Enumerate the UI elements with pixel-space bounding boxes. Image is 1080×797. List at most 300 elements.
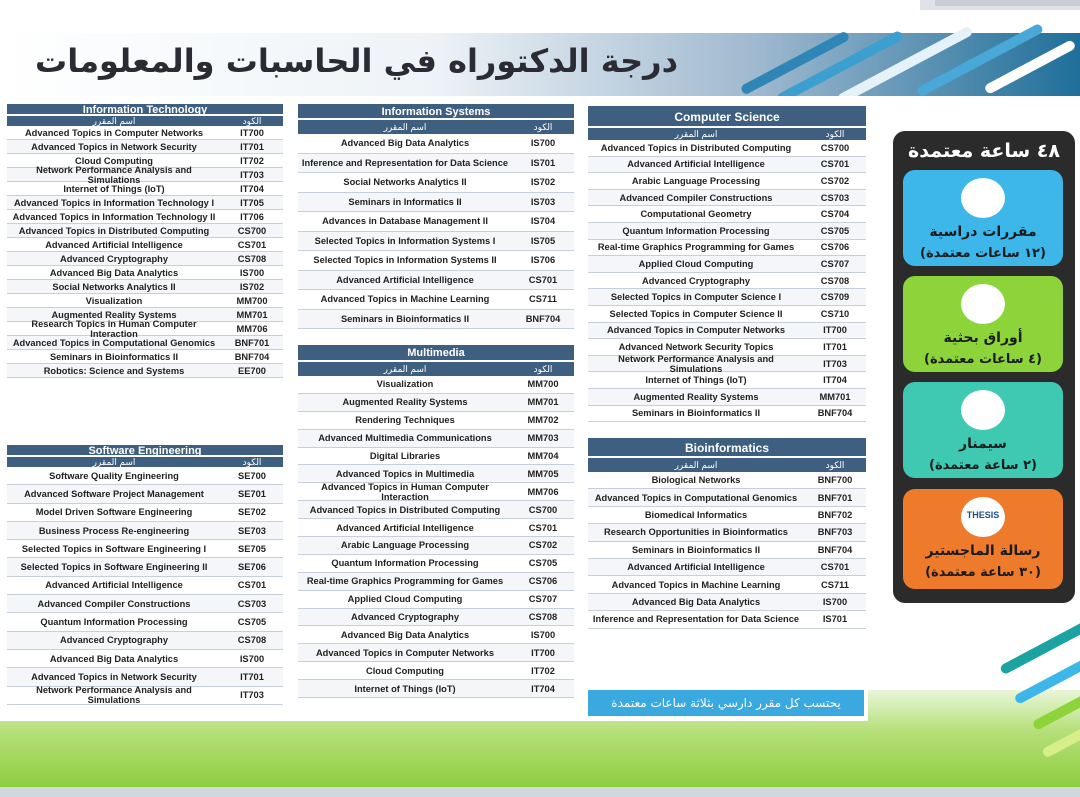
course-code: CS706 <box>528 576 558 587</box>
course-code: IS703 <box>530 196 556 207</box>
course-name: Advanced Artificial Intelligence <box>627 562 765 573</box>
course-name: Advanced Topics in Machine Learning <box>320 294 490 305</box>
table-row <box>7 504 283 522</box>
table-column-headers <box>298 362 574 376</box>
table-row <box>588 157 866 174</box>
course-name: Advanced Artificial Intelligence <box>627 159 765 170</box>
course-name: Advanced Topics in Network Security <box>31 671 197 682</box>
course-code: IS700 <box>239 653 265 664</box>
table-row <box>588 173 866 190</box>
card-thesis-title: رسالة الماجستير <box>925 543 1041 559</box>
course-name: Advanced Artificial Intelligence <box>45 580 183 591</box>
course-name: Augmented Reality Systems <box>342 397 468 408</box>
table-multimedia <box>298 345 574 698</box>
course-code: IT703 <box>240 690 264 701</box>
course-name: Seminars in Bioinformatics II <box>631 544 761 555</box>
table-title: Multimedia <box>298 345 574 362</box>
course-name: Seminars in Informatics II <box>348 196 462 207</box>
table-row <box>298 573 574 591</box>
column-header-name: اسم المقرر <box>383 122 427 132</box>
table-column-headers <box>298 120 574 134</box>
table-row <box>7 140 283 154</box>
card-seminar <box>903 382 1063 478</box>
course-code: IT700 <box>823 325 847 336</box>
course-name: Advanced Topics in Computer Networks <box>24 127 204 138</box>
course-name: Advanced Topics in Information Technology II <box>12 211 216 222</box>
course-code: BNF704 <box>817 408 853 419</box>
course-name: Visualization <box>376 379 434 390</box>
course-code: IT700 <box>240 127 264 138</box>
course-name: Model Driven Software Engineering <box>35 507 193 518</box>
table-row <box>298 662 574 680</box>
table-row <box>588 542 866 559</box>
table-row <box>7 467 283 485</box>
table-software-engineering <box>7 445 283 705</box>
course-code: BNF702 <box>817 509 853 520</box>
course-name: Real-time Graphics Programming for Games <box>597 242 795 253</box>
course-code: IT703 <box>823 358 847 369</box>
course-name: Quantum Information Processing <box>40 617 188 628</box>
course-code: CS701 <box>820 562 850 573</box>
table-row <box>7 280 283 294</box>
table-row <box>7 595 283 613</box>
books-icon <box>961 178 1005 218</box>
table-row <box>7 687 283 705</box>
course-code: IS700 <box>822 596 848 607</box>
table-row <box>588 273 866 290</box>
course-name: Selected Topics in Computer Science I <box>610 292 782 303</box>
table-row <box>298 412 574 430</box>
course-code: CS706 <box>820 242 850 253</box>
table-row <box>7 294 283 308</box>
course-name: Advanced Topics in Network Security <box>31 141 197 152</box>
course-name: Selected Topics in Software Engineering II <box>20 562 208 573</box>
course-name: Seminars in Bioinformatics II <box>631 408 761 419</box>
card-research-papers <box>903 276 1063 372</box>
table-row <box>7 252 283 266</box>
course-code: SE701 <box>238 488 266 499</box>
table-row <box>7 364 283 378</box>
course-code: CS701 <box>237 580 267 591</box>
course-code: IT702 <box>240 155 264 166</box>
table-row <box>7 238 283 252</box>
course-name: Selected Topics in Information Systems II <box>313 255 497 266</box>
course-name: Arabic Language Processing <box>631 175 761 186</box>
course-name: Advanced Multimedia Communications <box>318 433 492 444</box>
course-name: Quantum Information Processing <box>622 225 770 236</box>
course-name: Advanced Software Project Management <box>24 488 204 499</box>
table-row <box>588 576 866 593</box>
course-name: Augmented Reality Systems <box>51 309 177 320</box>
table-row <box>7 318 283 339</box>
course-code: CS703 <box>820 192 850 203</box>
table-row <box>298 394 574 412</box>
table-row <box>298 310 574 330</box>
course-name: Cloud Computing <box>366 665 444 676</box>
table-column-headers <box>588 128 866 140</box>
course-code: SE703 <box>238 525 266 536</box>
course-code: CS704 <box>820 209 850 220</box>
column-header-code: الكود <box>533 364 553 374</box>
course-name: Rendering Techniques <box>355 415 455 426</box>
course-code: IT702 <box>531 665 555 676</box>
table-row <box>7 126 283 140</box>
table-row <box>588 289 866 306</box>
table-row <box>7 485 283 503</box>
course-name: Advanced Big Data Analytics <box>631 596 761 607</box>
table-row <box>298 680 574 698</box>
table-row <box>7 613 283 631</box>
course-code: CS701 <box>528 274 558 285</box>
course-code: BNF700 <box>817 475 853 486</box>
course-name: Advanced Artificial Intelligence <box>336 522 474 533</box>
column-header-name: اسم المقرر <box>674 129 718 139</box>
table-row <box>588 140 866 157</box>
table-row <box>298 134 574 154</box>
table-row <box>588 472 866 489</box>
course-name: Advanced Topics in Computational Genomics <box>594 492 798 503</box>
course-code: MM700 <box>236 295 268 306</box>
course-code: MM700 <box>527 379 559 390</box>
course-code: BNF704 <box>234 351 270 362</box>
course-name: Inference and Representation for Data Science <box>592 614 800 625</box>
course-name: Advanced Cryptography <box>642 275 750 286</box>
thesis-icon <box>961 497 1005 537</box>
course-name: Network Performance Analysis and Simulations <box>36 164 192 185</box>
table-row <box>7 577 283 595</box>
column-header-name: اسم المقرر <box>92 457 136 467</box>
table-row <box>298 290 574 310</box>
thesis-icon-label: THESIS <box>966 510 1000 520</box>
course-name: Research Topics in Human Computer Interaction <box>31 318 197 339</box>
table-row <box>298 271 574 291</box>
table-row <box>7 182 283 196</box>
course-name: Advanced Network Security Topics <box>618 341 774 352</box>
course-code: IS702 <box>239 281 265 292</box>
card-thesis-hours: (٣٠ ساعة معتمدة) <box>925 565 1041 580</box>
table-title: Bioinformatics <box>588 438 866 458</box>
course-code: CS702 <box>528 540 558 551</box>
course-name: Advanced Big Data Analytics <box>340 138 470 149</box>
course-name: Selected Topics in Information Systems I <box>314 235 496 246</box>
table-row <box>7 266 283 280</box>
course-name: Internet of Things (IoT) <box>63 183 165 194</box>
table-row <box>7 632 283 650</box>
course-name: Advanced Topics in Machine Learning <box>611 579 781 590</box>
course-name: Advanced Big Data Analytics <box>49 653 179 664</box>
course-name: Network Performance Analysis and Simulations <box>618 353 774 374</box>
course-name: Social Networks Analytics II <box>52 281 176 292</box>
course-code: CS701 <box>237 239 267 250</box>
table-row <box>588 223 866 240</box>
course-code: IS700 <box>530 138 556 149</box>
course-name: Social Networks Analytics II <box>343 177 467 188</box>
table-row <box>588 323 866 340</box>
course-name: Advanced Cryptography <box>60 253 168 264</box>
table-row <box>7 224 283 238</box>
course-code: CS705 <box>820 225 850 236</box>
course-name: Business Process Re-engineering <box>38 525 190 536</box>
course-name: Internet of Things (IoT) <box>645 375 747 386</box>
course-name: Advances in Database Management II <box>322 216 488 227</box>
table-row <box>298 430 574 448</box>
column-header-code: الكود <box>825 460 845 470</box>
card-seminar-hours: (٢ ساعة معتمدة) <box>929 458 1037 473</box>
column-header-name: اسم المقرر <box>383 364 427 374</box>
course-code: CS707 <box>528 594 558 605</box>
course-name: Advanced Cryptography <box>60 635 168 646</box>
table-row <box>298 609 574 627</box>
course-name: Internet of Things (IoT) <box>354 683 456 694</box>
course-name: Advanced Topics in Human Computer Interaction <box>321 481 489 502</box>
table-row <box>7 668 283 686</box>
books-icon <box>961 284 1005 324</box>
course-code: CS701 <box>528 522 558 533</box>
column-header-code: الكود <box>242 116 262 126</box>
course-name: Research Opportunities in Bioinformatics <box>604 527 788 538</box>
table-row <box>588 611 866 628</box>
course-code: BNF703 <box>817 527 853 538</box>
table-title: Software Engineering <box>7 445 283 457</box>
table-row <box>588 256 866 273</box>
table-column-headers <box>7 457 283 467</box>
course-code: BNF704 <box>525 313 561 324</box>
table-row <box>298 591 574 609</box>
table-row <box>7 650 283 668</box>
course-name: Cloud Computing <box>75 155 153 166</box>
course-code: EE700 <box>238 365 266 376</box>
table-row <box>588 206 866 223</box>
table-row <box>588 524 866 541</box>
table-row <box>298 626 574 644</box>
table-row <box>588 594 866 611</box>
table-row <box>298 465 574 483</box>
course-code: BNF701 <box>817 492 853 503</box>
card-courses-hours: (١٢ ساعات معتمدة) <box>920 246 1046 261</box>
course-name: Advanced Big Data Analytics <box>49 267 179 278</box>
course-code: MM703 <box>527 433 559 444</box>
course-code: IS702 <box>530 177 556 188</box>
card-thesis <box>903 489 1063 589</box>
table-row <box>588 240 866 257</box>
course-code: IT701 <box>240 671 264 682</box>
course-code: BNF704 <box>817 544 853 555</box>
course-name: Advanced Cryptography <box>351 612 459 623</box>
column-header-name: اسم المقرر <box>674 460 718 470</box>
table-row <box>7 210 283 224</box>
table-title: Information Systems <box>298 104 574 120</box>
seminar-icon <box>961 390 1005 430</box>
table-row <box>298 519 574 537</box>
course-code: CS708 <box>528 612 558 623</box>
table-title: Computer Science <box>588 106 866 128</box>
course-code: MM706 <box>527 486 559 497</box>
course-code: IS700 <box>239 267 265 278</box>
course-code: MM705 <box>527 468 559 479</box>
table-row <box>298 251 574 271</box>
course-name: Advanced Compiler Constructions <box>619 192 773 203</box>
table-row <box>298 376 574 394</box>
course-name: Advanced Topics in Distributed Computing <box>309 504 501 515</box>
course-name: Advanced Big Data Analytics <box>340 629 470 640</box>
course-code: CS705 <box>237 617 267 628</box>
course-name: Network Performance Analysis and Simulations <box>36 685 192 706</box>
course-name: Applied Cloud Computing <box>638 258 754 269</box>
course-name: Applied Cloud Computing <box>347 594 463 605</box>
card-courses <box>903 170 1063 266</box>
course-code: CS708 <box>237 253 267 264</box>
course-code: CS710 <box>820 308 850 319</box>
course-code: IT701 <box>240 141 264 152</box>
course-code: SE700 <box>238 470 266 481</box>
table-row <box>7 522 283 540</box>
table-row <box>7 196 283 210</box>
course-code: IS706 <box>530 255 556 266</box>
course-name: Software Quality Engineering <box>49 470 179 481</box>
course-name: Quantum Information Processing <box>331 558 479 569</box>
course-name: Inference and Representation for Data Science <box>301 157 509 168</box>
course-name: Selected Topics in Software Engineering I <box>21 543 207 554</box>
course-code: MM704 <box>527 451 559 461</box>
course-code: MM702 <box>527 415 559 426</box>
table-row <box>298 644 574 662</box>
course-code: CS705 <box>528 558 558 569</box>
course-code: IS700 <box>530 629 556 640</box>
table-row <box>7 164 283 185</box>
table-row <box>298 173 574 193</box>
course-name: Advanced Topics in Computer Networks <box>606 325 786 336</box>
course-code: CS709 <box>820 292 850 303</box>
course-name: Robotics: Science and Systems <box>43 365 185 376</box>
course-code: IT705 <box>240 197 264 208</box>
course-name: Digital Libraries <box>369 451 441 461</box>
table-row <box>588 372 866 389</box>
course-code: CS701 <box>820 159 850 170</box>
course-name: Advanced Topics in Information Technology I <box>13 197 215 208</box>
course-name: Visualization <box>85 295 143 306</box>
course-name: Advanced Topics in Computer Networks <box>315 647 495 658</box>
page-title: درجة الدكتوراه في الحاسبات والمعلومات <box>35 42 678 80</box>
table-row <box>7 540 283 558</box>
course-code: SE706 <box>238 562 266 573</box>
table-row <box>588 489 866 506</box>
course-name: Advanced Artificial Intelligence <box>336 274 474 285</box>
course-name: Augmented Reality Systems <box>633 391 759 402</box>
course-code: IS705 <box>530 235 556 246</box>
table-row <box>298 537 574 555</box>
column-header-code: الكود <box>825 129 845 139</box>
course-code: CS711 <box>529 294 557 305</box>
course-name: Advanced Topics in Multimedia <box>335 468 475 479</box>
table-row <box>7 350 283 364</box>
table-row <box>298 483 574 501</box>
course-name: Advanced Compiler Constructions <box>37 598 191 609</box>
course-code: MM701 <box>236 309 268 320</box>
course-name: Advanced Artificial Intelligence <box>45 239 183 250</box>
course-name: Computational Geometry <box>640 209 752 220</box>
table-information-technology <box>7 104 283 378</box>
course-name: Biomedical Informatics <box>644 509 748 520</box>
table-row <box>298 154 574 174</box>
table-column-headers <box>7 116 283 126</box>
table-row <box>588 389 866 406</box>
course-code: CS700 <box>820 142 850 153</box>
column-header-name: اسم المقرر <box>92 116 136 126</box>
course-code: IT700 <box>531 647 555 658</box>
card-seminar-title: سيمنار <box>959 436 1007 452</box>
course-code: IT701 <box>823 341 847 352</box>
table-bioinformatics <box>588 438 866 629</box>
table-row <box>298 193 574 213</box>
course-code: IS701 <box>530 157 556 168</box>
course-name: Real-time Graphics Programming for Games <box>306 576 504 587</box>
credit-note: يحتسب كل مقرر دارسي بثلاثة ساعات معتمدة <box>588 690 864 716</box>
table-title: Information Technology <box>7 104 283 116</box>
column-header-code: الكود <box>533 122 553 132</box>
course-code: CS711 <box>821 579 849 590</box>
top-decor-strip-dark <box>935 0 1080 6</box>
table-row <box>588 559 866 576</box>
card-papers-hours: (٤ ساعات معتمدة) <box>924 352 1042 367</box>
card-courses-title: مقررات دراسية <box>929 224 1037 240</box>
table-row <box>588 507 866 524</box>
total-credit-hours: ٤٨ ساعة معتمدة <box>908 140 1060 162</box>
course-code: CS700 <box>528 504 558 515</box>
table-information-systems <box>298 104 574 329</box>
course-code: CS707 <box>820 258 850 269</box>
course-code: MM706 <box>236 323 268 334</box>
table-row <box>7 558 283 576</box>
course-name: Advanced Topics in Distributed Computing <box>600 142 792 153</box>
course-name: Selected Topics in Computer Science II <box>609 308 783 319</box>
table-row <box>588 306 866 323</box>
course-code: CS702 <box>820 175 850 186</box>
table-row <box>588 406 866 423</box>
table-row <box>588 190 866 207</box>
course-code: CS703 <box>237 598 267 609</box>
table-row <box>588 353 866 374</box>
course-name: Arabic Language Processing <box>340 540 470 551</box>
course-code: MM701 <box>819 391 851 402</box>
course-code: IT704 <box>823 375 847 386</box>
bottom-grey-bar <box>0 787 1080 797</box>
table-row <box>298 555 574 573</box>
course-name: Advanced Topics in Distributed Computing <box>18 225 210 236</box>
table-row <box>298 212 574 232</box>
table-row <box>298 448 574 466</box>
course-code: CS708 <box>237 635 267 646</box>
course-name: Advanced Topics in Computational Genomics <box>12 337 216 348</box>
course-code: CS708 <box>820 275 850 286</box>
table-row <box>298 232 574 252</box>
course-code: IT706 <box>240 211 264 222</box>
course-name: Biological Networks <box>651 475 741 486</box>
course-code: BNF701 <box>234 337 270 348</box>
course-code: IT703 <box>240 169 264 180</box>
course-code: SE702 <box>238 507 266 518</box>
course-name: Seminars in Bioinformatics II <box>49 351 179 362</box>
card-papers-title: أوراق بحثية <box>943 330 1023 346</box>
table-column-headers <box>588 458 866 472</box>
course-code: IS704 <box>530 216 556 227</box>
course-code: MM701 <box>527 397 559 408</box>
course-code: CS700 <box>237 225 267 236</box>
table-row <box>7 336 283 350</box>
table-row <box>298 501 574 519</box>
course-code: IT704 <box>531 683 555 694</box>
course-code: SE705 <box>238 543 266 554</box>
course-name: Seminars in Bioinformatics II <box>340 313 470 324</box>
